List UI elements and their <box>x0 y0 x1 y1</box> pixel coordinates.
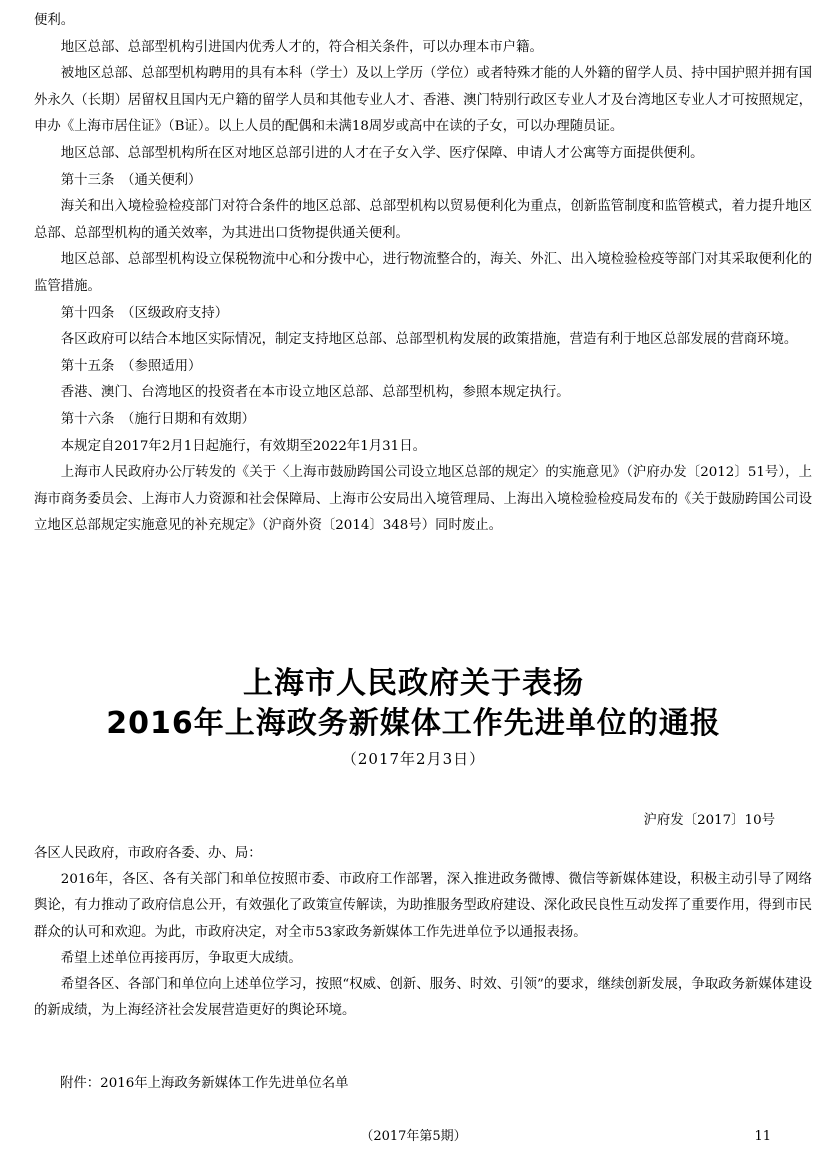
regulation-text-section <box>34 8 812 540</box>
salutation: 各区人民政府，市政府各委、办、局： <box>34 846 262 861</box>
paragraph: 被地区总部、总部型机构聘用的具有本科（学士）及以上学历（学位）或者特殊才能的人外籍的留学人员、持中国护照并拥有国外永久（长期）居留权且国内无户籍的留学人员和其他专业人才、香港、澳门特别行政区专业人才及台湾地区专业人才可按照规定，申办《上海市居住证》（B证）。以上人员的配偶和未满18周岁或高中在读的子女，可以办理随员证。 <box>34 66 812 135</box>
paragraph: 各区政府可以结合本地区实际情况，制定支持地区总部、总部型机构发展的政策措施，营造有利于地区总部发展的营商环境。 <box>60 332 798 348</box>
article-heading: 第十三条 （通关便利） <box>60 172 202 188</box>
attachment-note: 附件：2016年上海政务新媒体工作先进单位名单 <box>60 1076 349 1091</box>
page-number: 11 <box>754 1129 771 1144</box>
notice-date: （2017年2月3日） <box>341 750 486 768</box>
article-heading: 第十五条 （参照适用） <box>60 358 202 374</box>
notice-title-block <box>0 664 827 772</box>
paragraph: 上海市人民政府办公厅转发的《关于〈上海市鼓励跨国公司设立地区总部的规定〉的实施意见》（沪府办发〔2012〕51号），上海市商务委员会、上海市人力资源和社会保障局、上海市公安局出入境管理局、上海出入境检验检疫局发布的《关于鼓励跨国公司设立地区总部规定实施意见的补充规定》（沪商外资〔2014〕348号）同时废止。 <box>34 465 812 534</box>
article-heading: 第十四条 （区级政府支持） <box>60 305 229 321</box>
notice-title-line-2: 2016年上海政务新媒体工作先进单位的通报 <box>106 706 721 741</box>
paragraph: 便利。 <box>34 13 75 28</box>
notice-title-line-1: 上海市人民政府关于表扬 <box>243 666 584 701</box>
paragraph: 本规定自2017年2月1日起施行，有效期至2022年1月31日。 <box>60 438 426 454</box>
paragraph: 希望各区、各部门和单位向上述单位学习，按照“权威、创新、服务、时效、引领”的要求，继续创新发展，争取政务新媒体建设的新成绩，为上海经济社会发展营造更好的舆论环境。 <box>34 977 812 1019</box>
issue-footer: （2017年第5期） <box>360 1129 467 1144</box>
article-heading: 第十六条 （施行日期和有效期） <box>60 411 255 427</box>
paragraph: 香港、澳门、台湾地区的投资者在本市设立地区总部、总部型机构，参照本规定执行。 <box>60 385 570 401</box>
document-number: 沪府发〔2017〕10号 <box>643 813 775 828</box>
paragraph: 地区总部、总部型机构设立保税物流中心和分拨中心，进行物流整合的，海关、外汇、出入境检验检疫等部门对其采取便利化的监管措施。 <box>34 252 812 294</box>
notice-body <box>34 841 812 1024</box>
paragraph: 2016年，各区、各有关部门和单位按照市委、市政府工作部署，深入推进政务微博、微信等新媒体建设，积极主动引导了网络舆论，有力推动了政府信息公开，有效强化了政策宣传解读，为助推服务型政府建设、深化政民良性互动发挥了重要作用，得到市民群众的认可和欢迎。为此，市政府决定，对全市53家政务新媒体工作先进单位予以通报表扬。 <box>34 872 812 940</box>
paragraph: 海关和出入境检验检疫部门对符合条件的地区总部、总部型机构以贸易便利化为重点，创新监管制度和监管模式，着力提升地区总部、总部型机构的通关效率，为其进出口货物提供通关便利。 <box>34 199 812 241</box>
paragraph: 地区总部、总部型机构引进国内优秀人才的，符合相关条件，可以办理本市户籍。 <box>60 39 543 55</box>
paragraph: 地区总部、总部型机构所在区对地区总部引进的人才在子女入学、医疗保障、申请人才公寓等方面提供便利。 <box>60 145 704 161</box>
paragraph: 希望上述单位再接再厉，争取更大成绩。 <box>60 950 302 966</box>
